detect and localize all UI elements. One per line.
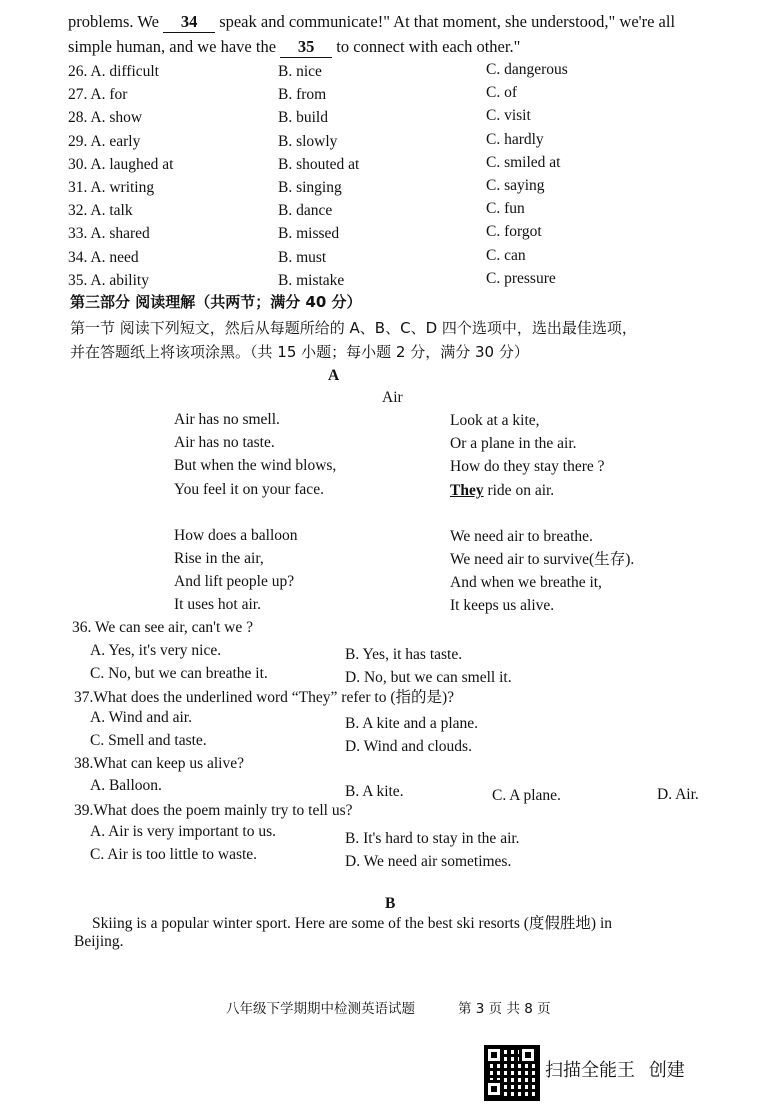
option: C. of <box>486 84 517 102</box>
scanner-action: 创建 <box>648 1060 685 1081</box>
poem-line: And when we breathe it, <box>450 574 602 591</box>
passage-label: A <box>328 367 340 384</box>
option: A. Wind and air. <box>90 709 192 726</box>
section-heading: 第三部分 阅读理解（共两节；满分 40 分） <box>70 293 362 311</box>
footer-title: 八年级下学期期中检测英语试题 <box>226 1001 415 1017</box>
passage-label: B <box>385 895 396 912</box>
option: B. nice <box>278 63 322 80</box>
option: B. must <box>278 248 327 266</box>
poem-title: Air <box>382 389 403 406</box>
poem-line: You feel it on your face. <box>174 481 324 498</box>
option: D. We need air sometimes. <box>345 853 512 870</box>
text: problems. We <box>68 12 159 31</box>
option: A. Balloon. <box>90 777 162 794</box>
poem-line: We need air to breathe. <box>450 528 593 545</box>
option: 27. A. for <box>68 86 128 104</box>
poem-line: It uses hot air. <box>174 596 261 613</box>
text: to connect with each other." <box>336 37 521 56</box>
option: C. can <box>486 246 526 264</box>
option: 34. A. need <box>68 248 139 266</box>
option: 30. A. laughed at <box>68 155 174 173</box>
option: B. dance <box>278 202 333 220</box>
option: C. No, but we can breathe it. <box>90 665 268 682</box>
poem-line: Look at a kite, <box>450 412 540 429</box>
poem-line: But when the wind blows, <box>174 457 337 474</box>
option: 26. A. difficult <box>68 63 159 80</box>
option: C. saying <box>486 177 545 194</box>
page-number: 第 3 页 共 8 页 <box>458 1001 551 1017</box>
poem-line: Rise in the air, <box>174 550 264 567</box>
option: B. missed <box>278 225 340 243</box>
answer-blank: 35 <box>280 37 332 58</box>
option: C. visit <box>486 107 531 125</box>
passage-line <box>68 12 675 33</box>
option: D. No, but we can smell it. <box>345 669 512 686</box>
text: speak and communicate!" At that moment, she understood," we're all <box>219 12 676 31</box>
option: C. Air is too little to waste. <box>90 846 258 863</box>
option: 29. A. early <box>68 132 141 150</box>
section-instructions: 并在答题纸上将该项涂黑。（共 15 小题；每小题 2 分，满分 30 分） <box>70 343 529 361</box>
option: 33. A. shared <box>68 225 150 243</box>
question-stem: 36. We can see air, can't we ? <box>72 619 253 636</box>
text: simple human, and we have the <box>68 37 277 56</box>
option: B. from <box>278 86 327 104</box>
option: C. smiled at <box>486 153 561 171</box>
poem-line: How does a balloon <box>174 527 298 544</box>
option: C. forgot <box>486 223 542 241</box>
option: 35. A. ability <box>68 271 149 289</box>
qr-code-icon <box>486 1047 538 1099</box>
option: C. A plane. <box>492 787 561 804</box>
option: 28. A. show <box>68 109 143 127</box>
section-instructions: 第一节 阅读下列短文，然后从每题所给的 A、B、C、D 四个选项中，选出最佳选项， <box>70 319 637 337</box>
option: B. mistake <box>278 271 345 289</box>
option: B. A kite. <box>345 783 404 800</box>
option: A. Air is very important to us. <box>90 823 276 840</box>
option: B. shouted at <box>278 155 360 173</box>
option: 32. A. talk <box>68 202 133 220</box>
poem-line: They ride on air. <box>450 482 555 499</box>
passage-line: Beijing. <box>74 933 124 950</box>
poem-line: Or a plane in the air. <box>450 435 577 452</box>
question-stem: 37.What does the underlined word “They” refer to (指的是)? <box>74 689 455 706</box>
poem-line: Air has no smell. <box>174 411 280 428</box>
poem-line: We need air to survive(生存). <box>450 551 635 568</box>
option: A. Yes, it's very nice. <box>90 642 222 659</box>
poem-line: How do they stay there ? <box>450 458 605 475</box>
scanner-watermark <box>545 1060 685 1082</box>
option: D. Air. <box>657 786 699 803</box>
poem-line: It keeps us alive. <box>450 597 555 614</box>
question-stem: 38.What can keep us alive? <box>74 755 244 772</box>
passage-line: Skiing is a popular winter sport. Here are some of the best ski resorts (度假胜地) in <box>92 915 613 932</box>
option: C. Smell and taste. <box>90 732 207 749</box>
option: C. hardly <box>486 130 544 148</box>
option: C. dangerous <box>486 61 568 78</box>
option: 31. A. writing <box>68 179 155 196</box>
passage-line <box>68 37 520 58</box>
poem-line: And lift people up? <box>174 573 295 590</box>
option: D. Wind and clouds. <box>345 738 472 755</box>
question-stem: 39.What does the poem mainly try to tell us? <box>74 802 353 819</box>
option: C. fun <box>486 200 525 218</box>
option: B. build <box>278 109 328 127</box>
underlined-word: They <box>450 482 484 499</box>
option: C. pressure <box>486 269 556 287</box>
answer-blank: 34 <box>163 12 215 33</box>
poem-line: Air has no taste. <box>174 434 275 451</box>
option: B. A kite and a plane. <box>345 715 479 732</box>
option: B. singing <box>278 179 342 196</box>
option: B. It's hard to stay in the air. <box>345 830 520 847</box>
option: B. Yes, it has taste. <box>345 646 463 663</box>
scanner-app-name: 扫描全能王 <box>545 1060 635 1081</box>
option: B. slowly <box>278 132 338 150</box>
